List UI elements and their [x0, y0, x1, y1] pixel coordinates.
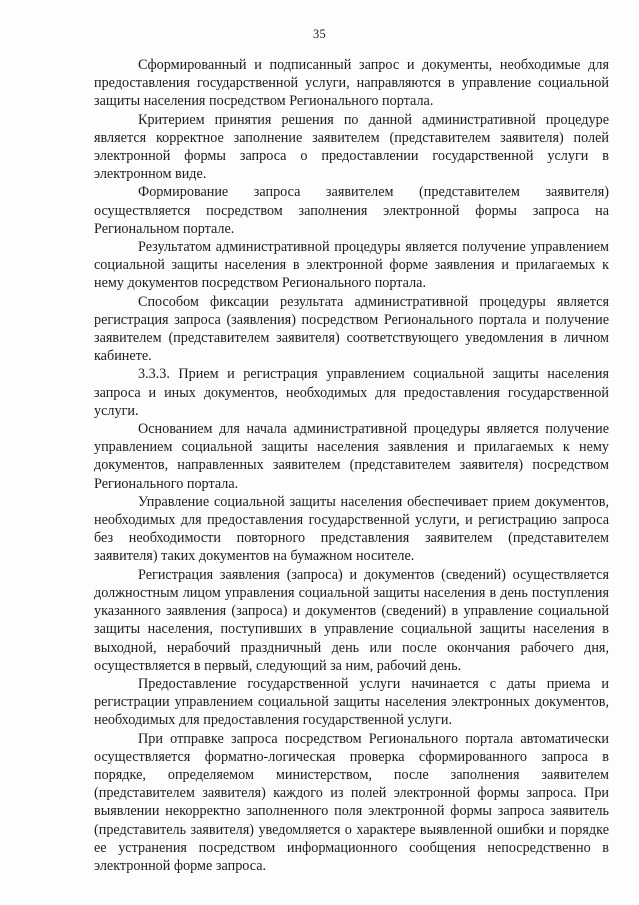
section-heading-3-3-3: 3.3.3. Прием и регистрация управлением социальной защиты населения запроса и иных документов, необходимых для предоставления государственной услуги. — [94, 366, 609, 419]
document-body — [94, 56, 609, 875]
paragraph-document-reception: Управление социальной защиты населения обеспечивает прием документов, необходимых для предоставления государственной услуги, и регистрацию запроса без необходимости повторного представления заявителем (представителем заявителя) таких документов на бумажном носителе. — [94, 493, 609, 565]
paragraph-format-check: При отправке запроса посредством Регионального портала автоматически осуществляется форматно-логическая проверка сформированного запроса в порядке, определяемом министерством, после заполнения заявителем (представителем заявителя) каждого из полей электронной формы запроса. При выявлении некорректно заполненного поля электронной формы запроса заявитель (представитель заявителя) уведомляется о характере выявленной ошибки и порядке ее устранения посредством информационного сообщения непосредственно в электронной форме запроса. — [94, 730, 609, 874]
paragraph-decision-criterion: Критерием принятия решения по данной административной процедуре является корректное заполнение заявителем (представителем заявителя) полей электронной формы запроса о предоставлении государственной услуги в электронном виде. — [94, 111, 609, 183]
paragraph-result-recording: Способом фиксации результата административной процедуры является регистрация запроса (заявления) посредством Регионального портала и получение заявителем (представителем заявителя) соответствующего уведомления в личном кабинете. — [94, 293, 609, 365]
paragraph-registration-timing: Регистрация заявления (запроса) и документов (сведений) осуществляется должностным лицом управления социальной защиты населения в день поступления указанного заявления (запроса) и документов (сведений) в управление социальной защиты населения, поступивших в управление социальной защиты населения в выходной, нерабочий праздничный день или после окончания рабочего дня, осуществляется в первый, следующий за ним, рабочий день. — [94, 566, 609, 674]
page-number: 35 — [313, 27, 326, 41]
paragraph-procedure-basis: Основанием для начала административной процедуры является получение управлением социальной защиты населения заявления и прилагаемых к нему документов, направленных заявителем (представителем заявителя) посредством Регионального портала. — [94, 421, 609, 492]
paragraph-service-start: Предоставление государственной услуги начинается с даты приема и регистрации управлением социальной защиты населения электронных документов, необходимых для предоставления государственной услуги. — [94, 675, 609, 729]
paragraph-request-forming: Формирование запроса заявителем (представителем заявителя) осуществляется посредством заполнения электронной формы запроса на Региональном портале. — [94, 184, 609, 237]
paragraph-request-sent: Сформированный и подписанный запрос и документы, необходимые для предоставления государственной услуги, направляются в управление социальной защиты населения посредством Регионального портала. — [94, 57, 609, 110]
paragraph-procedure-result: Результатом административной процедуры является получение управлением социальной защиты населения в электронной форме заявления и прилагаемых к нему документов посредством Регионального портала. — [94, 239, 609, 292]
